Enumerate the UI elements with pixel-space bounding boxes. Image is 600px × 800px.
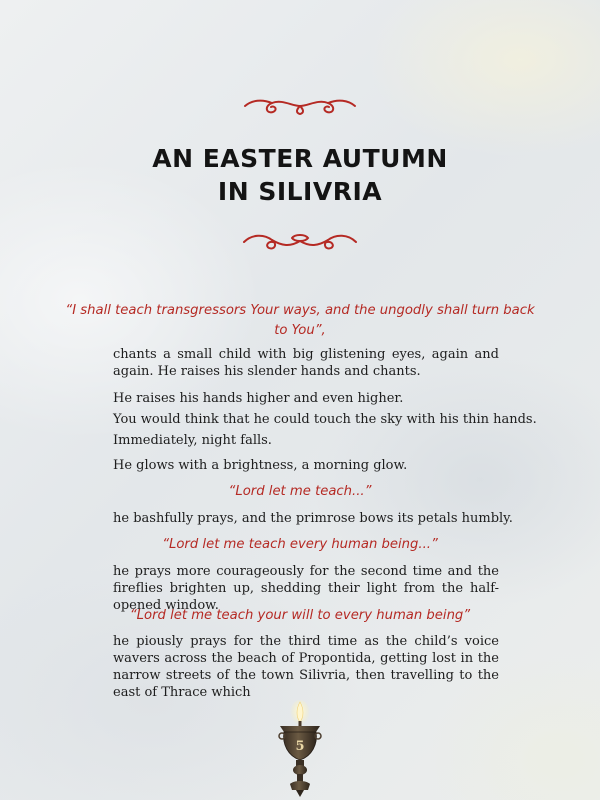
paragraph-8: he piously prays for the third time as the child’s voice wavers across the beach of Propontida, getting lost in the narrow streets of the town Silivria, then travelling to the east of Thrace which <box>113 634 499 700</box>
prayer-quote-3: “Lord let me teach your will to every human being” <box>129 608 471 623</box>
page-number: 5 <box>295 739 305 754</box>
bottom-flourish-ornament <box>240 230 360 252</box>
paragraph-2: He raises his hands higher and even higher. <box>113 391 404 406</box>
scripture-quote: “I shall teach transgressors Your ways, and the ungodly shall turn back to You”, <box>65 303 535 338</box>
paragraph-4: Immediately, night falls. <box>113 433 272 448</box>
chapter-title-line-1: AN EASTER AUTUMN <box>152 144 448 173</box>
chapter-title-line-2: IN SILIVRIA <box>217 177 383 206</box>
paragraph-1: chants a small child with big glistening eyes, again and again. He raises his slender hands and chants. <box>113 347 499 379</box>
paragraph-3: You would think that he could touch the sky with his thin hands. <box>113 412 537 427</box>
top-flourish-ornament <box>242 95 358 117</box>
paragraph-7: he prays more courageously for the second time and the fireflies brighten up, shedding their light from the half-opened window. <box>113 564 499 613</box>
prayer-quote-1: “Lord let me teach...” <box>228 484 372 499</box>
chapter-title <box>0 142 600 208</box>
paragraph-6: he bashfully prays, and the primrose bows its petals humbly. <box>113 511 513 526</box>
prayer-quote-2: “Lord let me teach every human being...” <box>162 537 438 552</box>
paragraph-5: He glows with a brightness, a morning glow. <box>113 458 408 473</box>
